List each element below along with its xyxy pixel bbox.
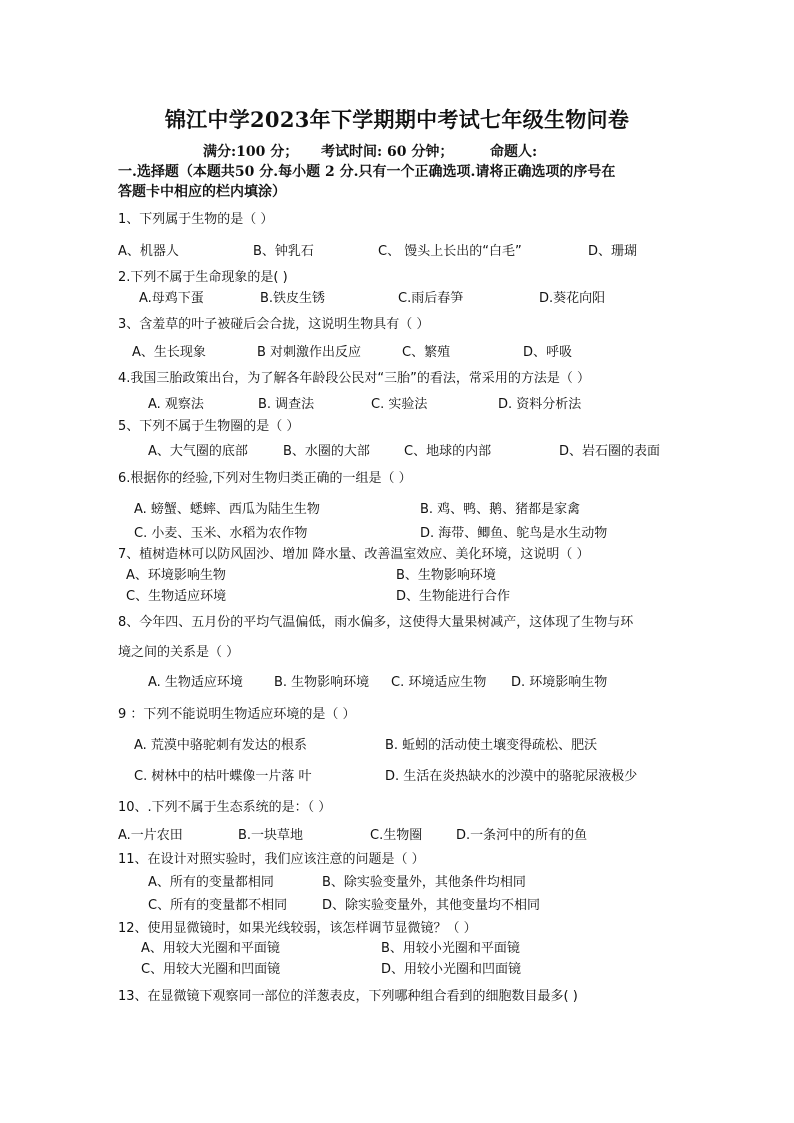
question-1-option-a: A、机器人: [118, 244, 179, 259]
question-6-option-d: D. 海带、鲫鱼、鸵鸟是水生动物: [420, 526, 608, 541]
exam-time: 考试时间: 60 分钟；: [321, 144, 454, 160]
question-6-option-c: C. 小麦、玉米、水稻为农作物: [134, 526, 308, 541]
question-10-option-b: B.一块草地: [238, 828, 304, 843]
full-score: 满分:100 分；: [203, 144, 299, 160]
question-3-stem: 3、含羞草的叶子被碰后会合拢，这说明生物具有（ ）: [118, 317, 430, 332]
question-2-option-a: A.母鸡下蛋: [139, 291, 204, 306]
question-7-option-c: C、生物适应环境: [126, 589, 227, 604]
question-1-stem: 1、下列属于生物的是（ ）: [118, 212, 274, 227]
question-2-option-c: C.雨后春笋: [398, 291, 464, 306]
question-8-option-c: C. 环境适应生物: [391, 675, 487, 690]
question-3-option-b: B 对刺激作出反应: [257, 345, 362, 360]
question-12-option-d: D、用较小光圈和凹面镜: [381, 962, 522, 977]
question-7-option-b: B、生物影响环境: [396, 568, 496, 583]
question-2-option-b: B.铁皮生锈: [260, 291, 326, 306]
question-5-option-a: A、大气圈的底部: [148, 444, 248, 459]
question-4-stem: 4.我国三胎政策出台，为了解各年龄段公民对“三胎”的看法，常采用的方法是（ ）: [118, 371, 591, 386]
question-1-option-b: B、钟乳石: [253, 244, 314, 259]
question-9-option-b: B. 蚯蚓的活动使土壤变得疏松、肥沃: [385, 738, 598, 753]
question-11-option-b: B、除实验变量外，其他条件均相同: [322, 875, 526, 890]
question-5-option-c: C、地球的内部: [404, 444, 492, 459]
question-7-option-a: A、环境影响生物: [126, 568, 226, 583]
question-4-option-c: C. 实验法: [371, 397, 428, 412]
question-9-option-d: D. 生活在炎热缺水的沙漠中的骆驼尿液极少: [385, 769, 638, 784]
question-3-option-a: A、生长现象: [132, 345, 206, 360]
question-11-stem: 11、在设计对照实验时，我们应该注意的问题是（ ）: [118, 852, 425, 867]
exam-title: 锦江中学2023年下学期期中考试七年级生物问卷: [164, 107, 630, 132]
question-10-stem: 10、.下列不属于生态系统的是：（ ）: [118, 800, 332, 815]
question-6-stem: 6.根据你的经验,下列对生物归类正确的一组是（ ）: [118, 471, 412, 486]
question-8-option-a: A. 生物适应环境: [148, 675, 243, 690]
question-12-option-c: C、用较大光圈和凹面镜: [141, 962, 281, 977]
section-heading-line1: 一.选择题（本题共50 分.每小题 2 分.只有一个正确选项.请将正确选项的序号在: [118, 164, 616, 180]
question-8-option-d: D. 环境影响生物: [511, 675, 608, 690]
question-11-option-d: D、除实验变量外，其他变量均不相同: [322, 898, 541, 913]
question-7-option-d: D、生物能进行合作: [396, 589, 511, 604]
question-12-option-b: B、用较小光圈和平面镜: [381, 941, 520, 956]
question-9-option-c: C. 树林中的枯叶蝶像一片落 叶: [134, 769, 312, 784]
question-8-stem-continued: 境之间的关系是（ ）: [118, 645, 240, 660]
question-2-option-d: D.葵花向阳: [539, 291, 606, 306]
question-3-option-d: D、呼吸: [523, 345, 573, 360]
author-label: 命题人:: [490, 144, 538, 160]
question-10-option-d: D.一条河中的所有的鱼: [456, 828, 588, 843]
question-11-option-a: A、所有的变量都相同: [148, 875, 274, 890]
question-5-option-d: D、岩石圈的表面: [559, 444, 661, 459]
question-8-stem: 8、今年四、五月份的平均气温偏低，雨水偏多，这使得大量果树减产，这体现了生物与环: [118, 615, 634, 630]
question-5-option-b: B、水圈的大部: [283, 444, 370, 459]
question-12-stem: 12、使用显微镜时，如果光线较弱，该怎样调节显微镜？（ ）: [118, 921, 477, 936]
question-9-option-a: A. 荒漠中骆驼刺有发达的根系: [134, 738, 307, 753]
question-5-stem: 5、下列不属于生物圈的是（ ）: [118, 419, 300, 434]
section-heading-line2: 答题卡中相应的栏内填涂）: [118, 184, 286, 200]
question-1-option-d: D、珊瑚: [588, 244, 638, 259]
question-10-option-c: C.生物圈: [370, 828, 423, 843]
question-8-option-b: B. 生物影响环境: [274, 675, 370, 690]
question-6-option-b: B. 鸡、鸭、鹅、猪都是家禽: [420, 502, 581, 517]
question-4-option-b: B. 调查法: [258, 397, 315, 412]
question-3-option-c: C、繁殖: [402, 345, 451, 360]
question-1-option-c: C、 馒头上长出的“白毛”: [378, 244, 522, 259]
question-6-option-a: A. 螃蟹、蟋蟀、西瓜为陆生生物: [134, 502, 320, 517]
question-11-option-c: C、所有的变量都不相同: [148, 898, 288, 913]
question-2-stem: 2.下列不属于生命现象的是( ): [118, 270, 288, 285]
question-10-option-a: A.一片农田: [118, 828, 183, 843]
question-4-option-a: A. 观察法: [148, 397, 204, 412]
question-12-option-a: A、用较大光圈和平面镜: [141, 941, 280, 956]
question-4-option-d: D. 资料分析法: [498, 397, 582, 412]
question-9-stem: 9 ：下列不能说明生物适应环境的是（ ）: [118, 707, 356, 722]
question-7-stem: 7、植树造林可以防风固沙、增加 降水量、改善温室效应、美化环境，这说明（ ）: [118, 547, 590, 562]
question-13-stem: 13、在显微镜下观察同一部位的洋葱表皮，下列哪种组合看到的细胞数目最多( ): [118, 989, 578, 1004]
